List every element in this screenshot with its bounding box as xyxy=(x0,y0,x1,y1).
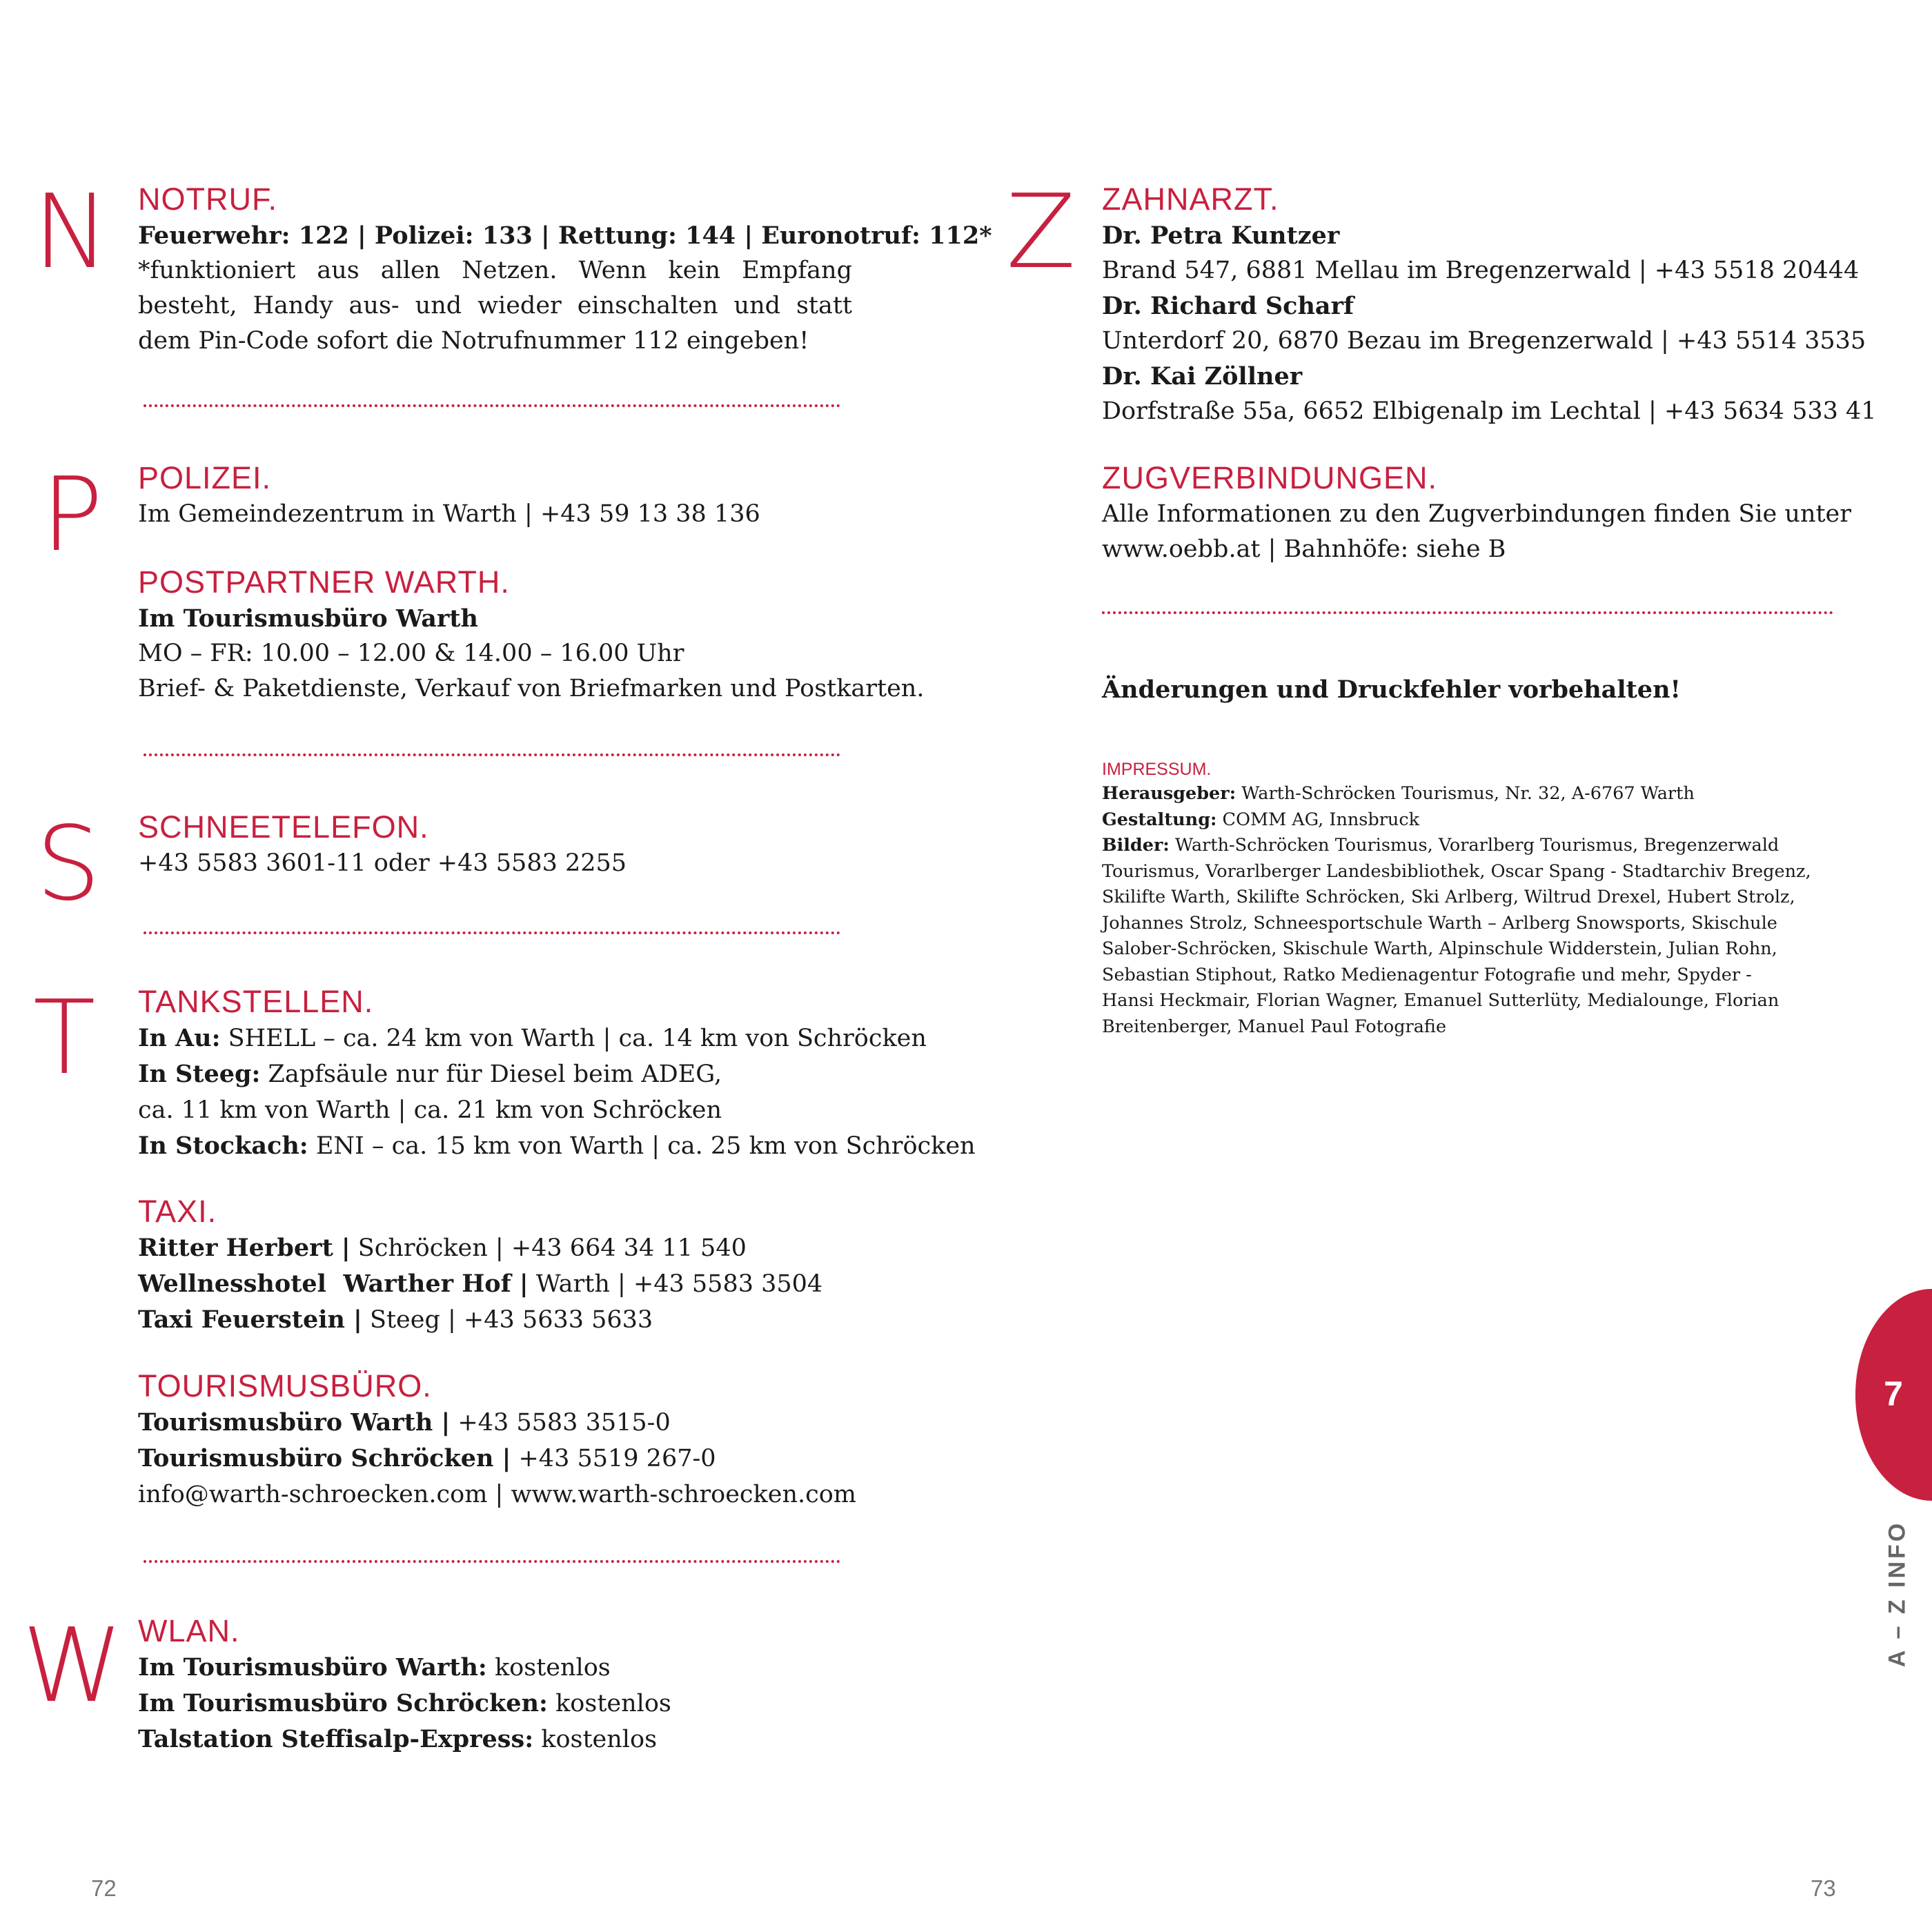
tank-label: In Au: xyxy=(138,1024,221,1052)
divider xyxy=(144,1560,840,1563)
zug-text: Alle Informationen zu den Zugverbindungen finden Sie unter xyxy=(1102,500,1851,528)
divider xyxy=(144,931,840,934)
tour-line xyxy=(138,1441,883,1477)
postpartner-title: POSTPARTNER WARTH. xyxy=(138,564,510,600)
impressum-line xyxy=(1102,1014,1854,1041)
wlan-text: kostenlos xyxy=(486,1654,611,1682)
taxi-text: Warth | +43 5583 3504 xyxy=(528,1270,823,1298)
schneetelefon-text: +43 5583 3601-11 oder +43 5583 2255 xyxy=(138,849,627,877)
letter-t: T xyxy=(33,978,96,1097)
divider xyxy=(144,404,840,407)
chapter-number: 7 xyxy=(1884,1374,1903,1413)
zahnarzt-name: Dr. Kai Zöllner xyxy=(1102,362,1303,391)
impressum-line xyxy=(1102,859,1854,885)
notruf-numbers: Feuerwehr: 122 | Polizei: 133 | Rettung: 144 | Euronotruf: 112* xyxy=(138,221,992,250)
taxi-text: Steeg | +43 5633 5633 xyxy=(362,1306,653,1334)
zug-text: www.oebb.at | Bahnhöfe: siehe B xyxy=(1102,535,1506,563)
zahnarzt-address: Unterdorf 20, 6870 Bezau im Bregenzerwald | +43 5514 3535 xyxy=(1102,327,1866,355)
impressum-text: Salober-Schröcken, Skischule Warth, Alpinschule Widderstein, Julian Rohn, xyxy=(1102,938,1777,959)
tank-line xyxy=(138,1128,976,1164)
chapter-label: A – Z INFO xyxy=(1884,1520,1911,1668)
section-zugverbindungen xyxy=(1102,460,1854,567)
letter-p: P xyxy=(41,455,103,574)
tankstellen-title: TANKSTELLEN. xyxy=(138,984,374,1019)
zugverbindungen-title: ZUGVERBINDUNGEN. xyxy=(1102,460,1438,495)
impressum-line xyxy=(1102,807,1854,834)
tank-text: Zapfsäule nur für Diesel beim ADEG, xyxy=(260,1061,722,1088)
tour-label: Tourismusbüro Warth | xyxy=(138,1408,451,1437)
impressum-line xyxy=(1102,936,1854,963)
letter-w: W xyxy=(22,1606,124,1725)
wlan-text: kostenlos xyxy=(533,1726,658,1753)
impressum-text: Johannes Strolz, Schneesportschule Warth – Arlberg Snowsports, Skischule xyxy=(1102,912,1777,934)
page-number-left: 72 xyxy=(91,1875,117,1901)
impressum-text: Breitenberger, Manuel Paul Fotografie xyxy=(1102,1016,1447,1037)
tank-text: ca. 11 km von Warth | ca. 21 km von Schröcken xyxy=(138,1096,722,1124)
taxi-label: Taxi Feuerstein | xyxy=(138,1305,362,1334)
taxi-line xyxy=(138,1230,883,1266)
taxi-label: Wellnesshotel Warther Hof | xyxy=(138,1270,529,1298)
tank-label: In Steeg: xyxy=(138,1060,261,1088)
section-impressum xyxy=(1102,758,1854,1040)
taxi-line xyxy=(138,1302,883,1338)
notruf-text: *funktioniert aus allen Netzen. Wenn kein Empfang besteht, Handy aus- und wieder einschalten und statt dem Pin-Code sofort die Notrufnummer 112 eingeben! xyxy=(138,257,852,355)
impressum-text: Hansi Heckmair, Florian Wagner, Emanuel Sutterlüty, Medialounge, Florian xyxy=(1102,990,1780,1011)
wlan-line xyxy=(138,1722,883,1757)
section-tourismusbuero xyxy=(138,1368,883,1512)
zahnarzt-name: Dr. Petra Kuntzer xyxy=(1102,221,1340,250)
divider xyxy=(1102,611,1833,614)
notruf-title: NOTRUF. xyxy=(138,181,277,217)
impressum-label: Herausgeber: xyxy=(1102,783,1236,804)
page-number-right: 73 xyxy=(1811,1875,1836,1901)
impressum-title: IMPRESSUM. xyxy=(1102,760,1212,779)
postpartner-services: Brief- & Paketdienste, Verkauf von Briefmarken und Postkarten. xyxy=(138,675,925,702)
zahnarzt-address: Dorfstraße 55a, 6652 Elbigenalp im Lechtal | +43 5634 533 41 xyxy=(1102,397,1877,425)
tour-text: +43 5519 267-0 xyxy=(511,1445,716,1472)
wlan-label: Talstation Steffisalp-Express: xyxy=(138,1725,534,1753)
letter-z: Z xyxy=(1006,172,1076,291)
impressum-text: Tourismus, Vorarlberger Landesbibliothek, Oscar Spang - Stadtarchiv Bregenz, xyxy=(1102,860,1811,882)
polizei-text: Im Gemeindezentrum in Warth | +43 59 13 38 136 xyxy=(138,500,760,528)
section-zahnarzt xyxy=(1102,181,1877,429)
wlan-label: Im Tourismusbüro Warth: xyxy=(138,1653,487,1682)
section-polizei xyxy=(138,460,883,532)
zahnarzt-name: Dr. Richard Scharf xyxy=(1102,292,1354,320)
wlan-title: WLAN. xyxy=(138,1613,240,1648)
zahnarzt-title: ZAHNARZT. xyxy=(1102,181,1279,217)
impressum-line xyxy=(1102,963,1854,989)
impressum-text: COMM AG, Innsbruck xyxy=(1216,809,1420,830)
disclaimer: Änderungen und Druckfehler vorbehalten! xyxy=(1102,676,1681,704)
impressum-text: Sebastian Stiphout, Ratko Medienagentur Fotografie und mehr, Spyder - xyxy=(1102,964,1752,985)
tank-label: In Stockach: xyxy=(138,1132,308,1160)
impressum-line xyxy=(1102,988,1854,1014)
wlan-label: Im Tourismusbüro Schröcken: xyxy=(138,1689,548,1717)
tank-text: ENI – ca. 15 km von Warth | ca. 25 km von Schröcken xyxy=(308,1132,976,1160)
tank-text: SHELL – ca. 24 km von Warth | ca. 14 km von Schröcken xyxy=(220,1025,927,1052)
taxi-line xyxy=(138,1266,883,1302)
tourismusbuero-title: TOURISMUSBÜRO. xyxy=(138,1368,432,1403)
letter-n: N xyxy=(33,172,110,291)
tour-text: +43 5583 3515-0 xyxy=(450,1409,671,1437)
tank-line xyxy=(138,1056,883,1092)
impressum-text: Warth-Schröcken Tourismus, Vorarlberg Tourismus, Bregenzerwald xyxy=(1169,835,1780,856)
taxi-label: Ritter Herbert | xyxy=(138,1234,351,1262)
tour-line xyxy=(138,1405,883,1441)
tank-line xyxy=(138,1021,927,1056)
impressum-text: Warth-Schröcken Tourismus, Nr. 32, A-6767 Warth xyxy=(1236,783,1695,804)
impressum-label: Gestaltung: xyxy=(1102,809,1217,830)
tour-text: info@warth-schroecken.com | www.warth-schroecken.com xyxy=(138,1481,856,1508)
wlan-line xyxy=(138,1650,883,1686)
polizei-title: POLIZEI. xyxy=(138,460,272,495)
letter-s: S xyxy=(36,805,101,923)
section-schneetelefon xyxy=(138,809,883,881)
section-notruf xyxy=(138,181,992,359)
taxi-title: TAXI. xyxy=(138,1194,217,1229)
section-taxi xyxy=(138,1193,883,1338)
impressum-text: Skilifte Warth, Skilifte Schröcken, Ski Arlberg, Wiltrud Drexel, Hubert Strolz, xyxy=(1102,887,1795,907)
impressum-line xyxy=(1102,781,1854,807)
impressum-label: Bilder: xyxy=(1102,835,1170,856)
zahnarzt-address: Brand 547, 6881 Mellau im Bregenzerwald | +43 5518 20444 xyxy=(1102,257,1860,284)
postpartner-location: Im Tourismusbüro Warth xyxy=(138,604,478,633)
wlan-line xyxy=(138,1686,883,1722)
tour-label: Tourismusbüro Schröcken | xyxy=(138,1444,511,1472)
section-tankstellen xyxy=(138,983,976,1164)
impressum-line xyxy=(1102,885,1854,911)
wlan-text: kostenlos xyxy=(547,1690,671,1717)
impressum-line xyxy=(1102,911,1854,937)
impressum-line xyxy=(1102,833,1854,859)
schneetelefon-title: SCHNEETELEFON. xyxy=(138,809,429,845)
tour-contact xyxy=(138,1477,883,1512)
divider xyxy=(144,753,840,756)
section-wlan xyxy=(138,1613,883,1757)
taxi-text: Schröcken | +43 664 34 11 540 xyxy=(350,1234,747,1262)
postpartner-hours: MO – FR: 10.00 – 12.00 & 14.00 – 16.00 Uhr xyxy=(138,640,684,667)
section-postpartner xyxy=(138,564,925,707)
tank-line xyxy=(138,1092,883,1128)
